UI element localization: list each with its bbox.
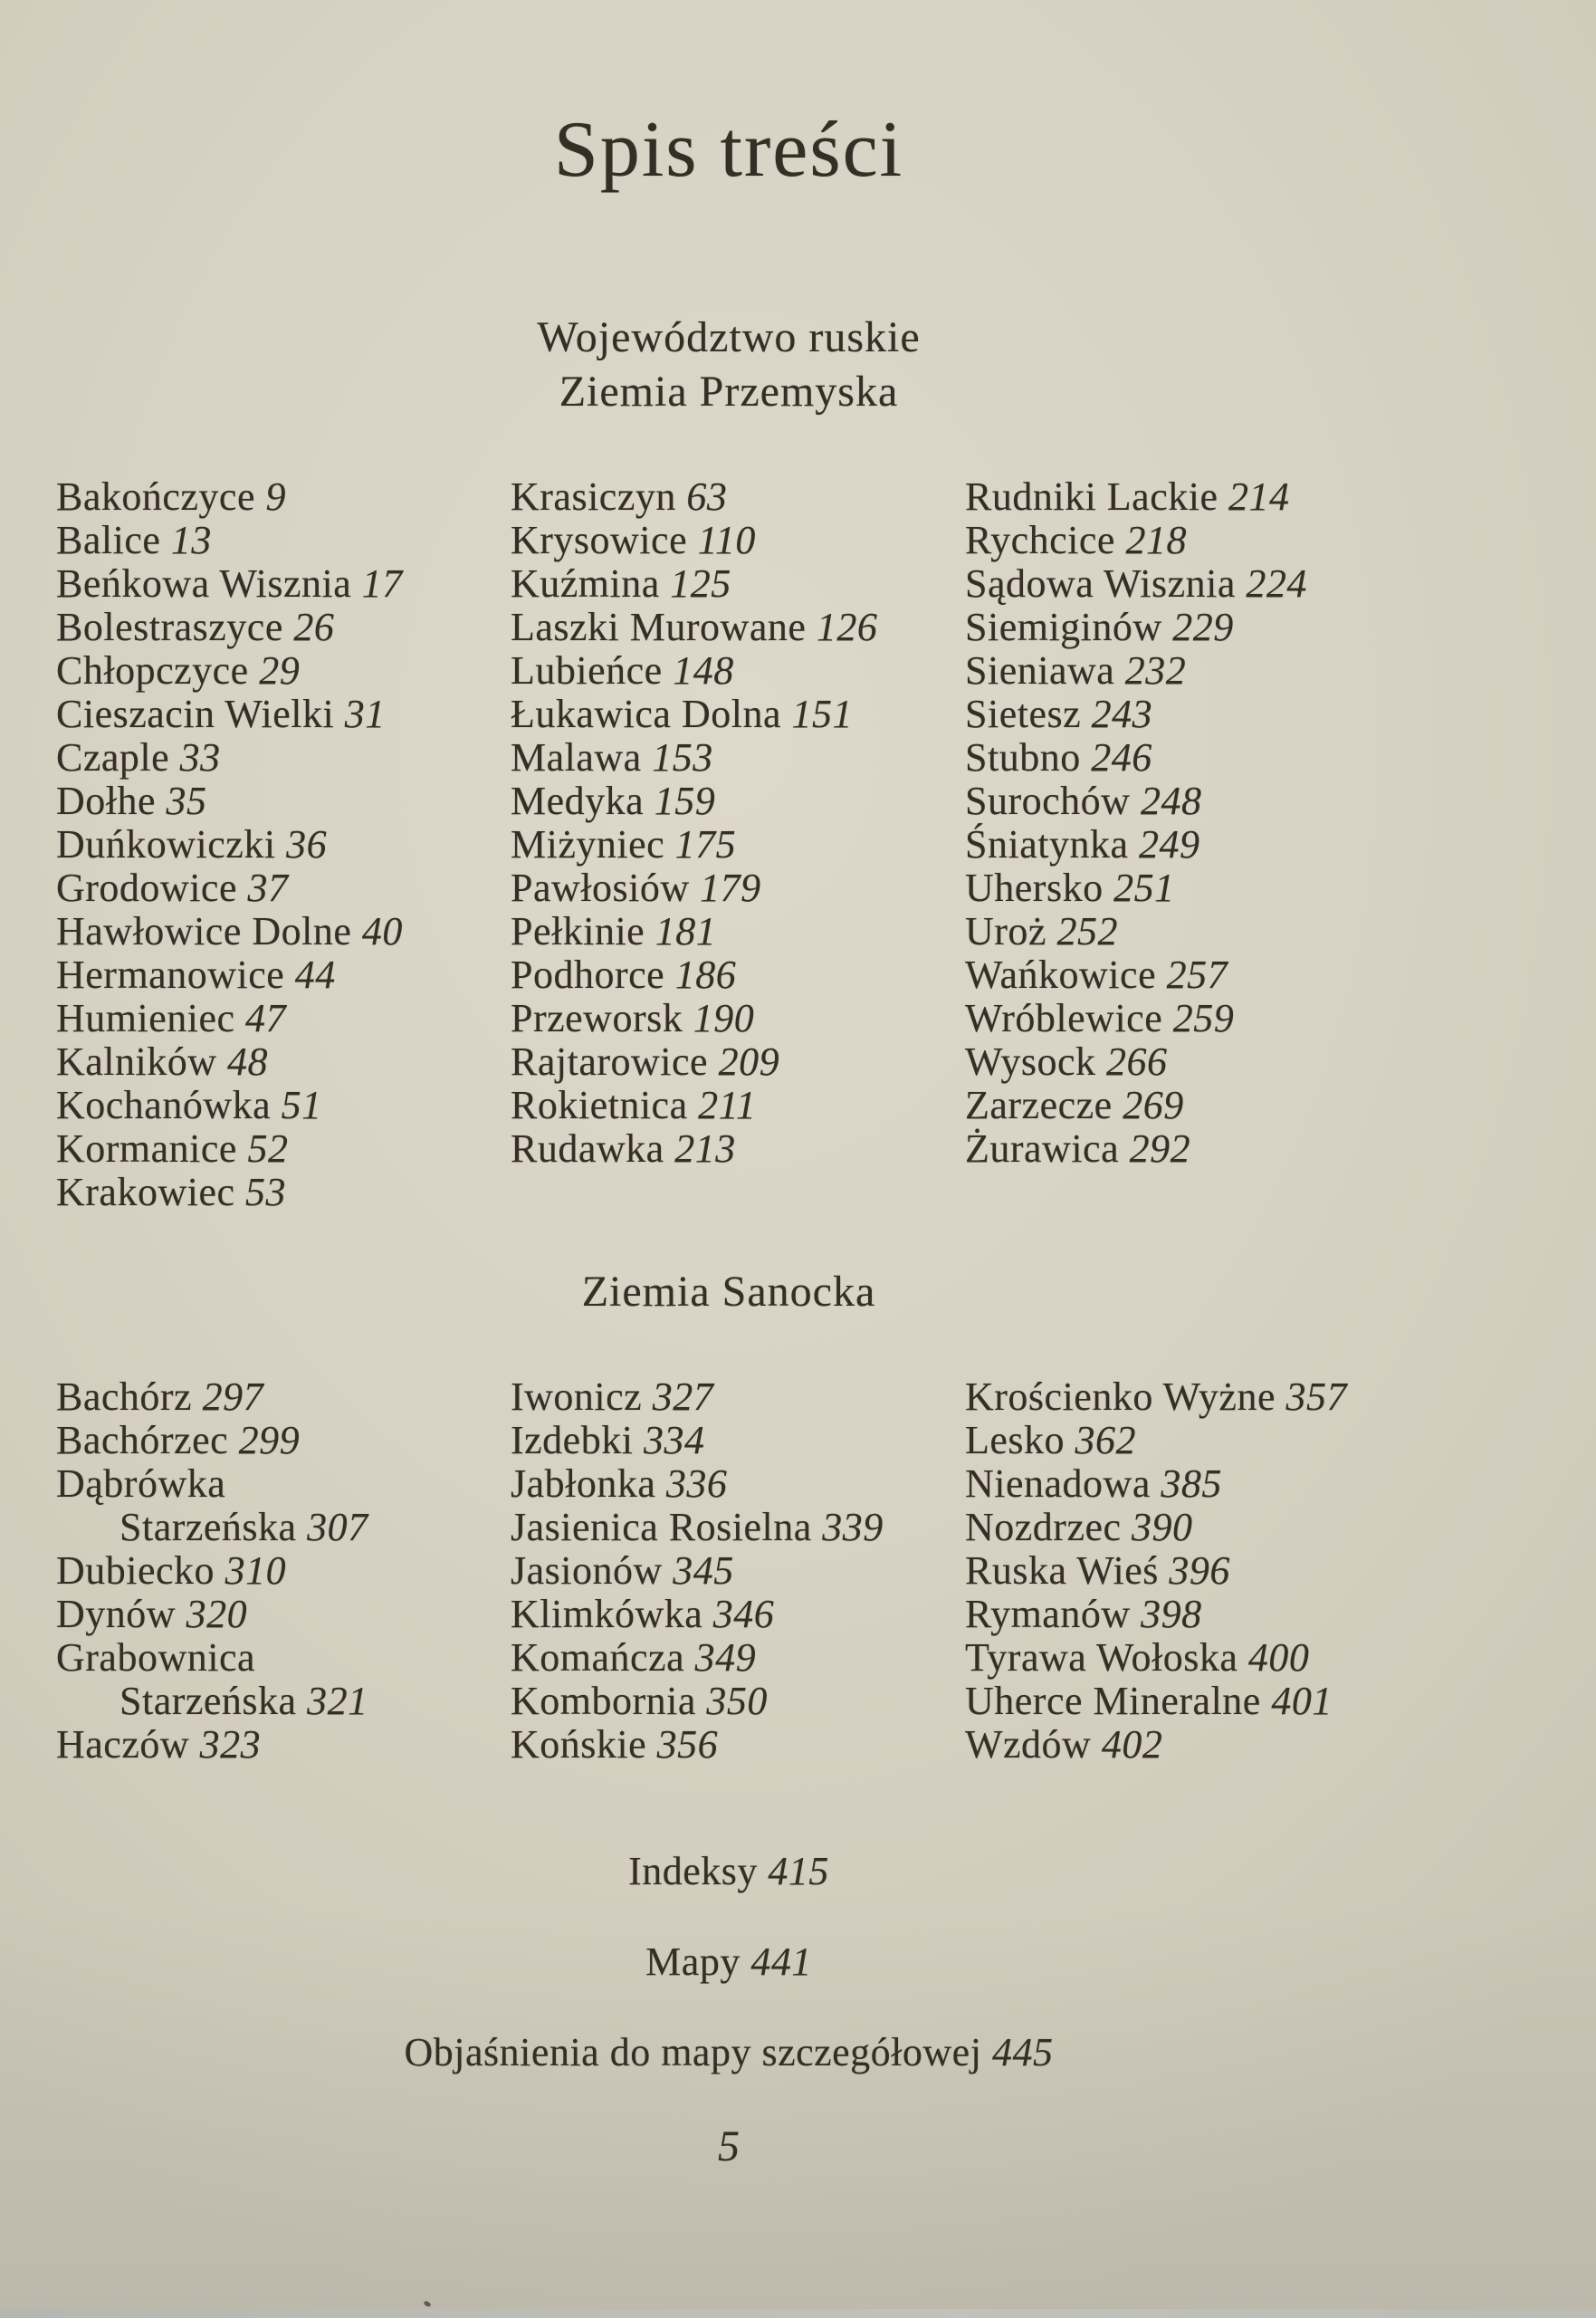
toc-entry bbox=[965, 475, 1553, 519]
toc-entry bbox=[511, 1040, 965, 1084]
section-heading-wojewodztwo-ruskie bbox=[0, 311, 1457, 419]
entry-name: Nozdrzec bbox=[965, 1504, 1122, 1549]
entry-page-number: 445 bbox=[991, 2029, 1054, 2074]
toc-entry bbox=[0, 1940, 1457, 1984]
entry-page-number: 248 bbox=[1140, 778, 1202, 823]
entry-page-number: 334 bbox=[643, 1417, 705, 1462]
entry-page-number: 209 bbox=[718, 1039, 780, 1084]
toc-entry bbox=[56, 1171, 511, 1214]
entry-name: Stubno bbox=[965, 734, 1081, 780]
toc-entry bbox=[511, 1462, 965, 1506]
entry-page-number: 17 bbox=[361, 560, 403, 606]
toc-entry bbox=[965, 1375, 1553, 1419]
entry-page-number: 37 bbox=[247, 865, 289, 910]
toc-entry bbox=[56, 1462, 511, 1506]
entry-name: Iwonicz bbox=[511, 1374, 643, 1419]
entry-name: Czaple bbox=[56, 734, 170, 780]
toc-entry bbox=[56, 693, 511, 736]
toc-entry bbox=[56, 519, 511, 562]
entry-name: Pełkinie bbox=[511, 908, 645, 953]
entry-page-number: 396 bbox=[1169, 1547, 1230, 1593]
toc-entry bbox=[965, 997, 1553, 1040]
entry-page-number: 48 bbox=[227, 1039, 269, 1084]
entry-name: Miżyniec bbox=[511, 821, 665, 867]
toc-entry bbox=[965, 1680, 1553, 1723]
toc-column bbox=[56, 1375, 511, 1767]
toc-entry bbox=[56, 475, 511, 519]
toc-entry bbox=[56, 1549, 511, 1593]
entry-name: Jasienica Rosielna bbox=[511, 1504, 812, 1549]
entry-name: Kochanówka bbox=[56, 1082, 272, 1127]
entry-page-number: 336 bbox=[665, 1461, 728, 1506]
entry-name: Rokietnica bbox=[511, 1082, 688, 1127]
entry-name: Beńkowa Wisznia bbox=[56, 560, 352, 606]
entry-page-number: 153 bbox=[652, 734, 713, 780]
entry-page-number: 26 bbox=[293, 604, 335, 649]
entry-name: Tyrawa Wołoska bbox=[965, 1634, 1238, 1680]
entry-page-number: 357 bbox=[1285, 1374, 1347, 1419]
entry-page-number: 232 bbox=[1124, 647, 1187, 693]
entry-page-number: 356 bbox=[656, 1721, 719, 1767]
entry-page-number: 47 bbox=[245, 995, 287, 1040]
entry-page-number: 126 bbox=[816, 604, 878, 649]
entry-page-number: 292 bbox=[1129, 1125, 1191, 1171]
entry-page-number: 125 bbox=[670, 560, 731, 606]
entry-page-number: 9 bbox=[265, 474, 286, 519]
toc-entry bbox=[965, 562, 1553, 606]
entry-page-number: 257 bbox=[1166, 952, 1228, 997]
entry-name: Bakończyce bbox=[56, 474, 255, 519]
section-heading-line: Ziemia Przemyska bbox=[559, 367, 899, 416]
photo-bottom-edge bbox=[0, 2309, 1596, 2318]
toc-entry bbox=[511, 1419, 965, 1462]
entry-page-number: 224 bbox=[1246, 560, 1307, 606]
entry-name: Grodowice bbox=[56, 865, 237, 910]
entry-page-number: 159 bbox=[654, 778, 716, 823]
toc-entry bbox=[965, 953, 1553, 997]
toc-entry bbox=[56, 910, 511, 953]
entry-name: Uroż bbox=[965, 908, 1046, 953]
entry-page-number: 269 bbox=[1123, 1082, 1184, 1127]
entry-name: Objaśnienia do mapy szczegółowej bbox=[404, 2029, 982, 2074]
toc-entry bbox=[56, 1723, 511, 1767]
toc-entry bbox=[511, 1593, 965, 1636]
entry-name: Żurawica bbox=[965, 1125, 1120, 1171]
entry-name: Wzdów bbox=[965, 1721, 1092, 1767]
entry-page-number: 52 bbox=[247, 1125, 289, 1171]
entry-name: Bolestraszyce bbox=[56, 604, 283, 649]
entry-name: Lubieńce bbox=[511, 647, 663, 693]
toc-entry bbox=[965, 649, 1553, 693]
entry-name: Podhorce bbox=[511, 952, 665, 997]
toc-entry bbox=[56, 823, 511, 867]
entry-page-number: 327 bbox=[652, 1374, 714, 1419]
toc-entry bbox=[56, 1593, 511, 1636]
entry-name: Dąbrówka bbox=[56, 1461, 226, 1506]
toc-entry bbox=[56, 606, 511, 649]
toc-entry bbox=[511, 606, 965, 649]
entry-name: Medyka bbox=[511, 778, 645, 823]
entry-page-number: 40 bbox=[361, 908, 403, 953]
toc-entry bbox=[511, 649, 965, 693]
toc-entry bbox=[511, 780, 965, 823]
entry-name: Bachórz bbox=[56, 1374, 193, 1419]
entry-name: Łukawica Dolna bbox=[511, 691, 781, 736]
toc-entry bbox=[965, 1593, 1553, 1636]
entry-page-number: 211 bbox=[698, 1082, 757, 1127]
entry-page-number: 175 bbox=[674, 821, 737, 867]
toc-entry bbox=[511, 1723, 965, 1767]
entry-page-number: 181 bbox=[655, 908, 717, 953]
entry-page-number: 390 bbox=[1132, 1504, 1193, 1549]
entry-page-number: 252 bbox=[1056, 908, 1118, 953]
toc-entry bbox=[965, 1723, 1553, 1767]
paper-speck bbox=[423, 2300, 431, 2308]
entry-page-number: 213 bbox=[674, 1125, 736, 1171]
toc-entry bbox=[965, 1084, 1553, 1127]
toc-column bbox=[965, 475, 1553, 1214]
entry-name: Laszki Murowane bbox=[511, 604, 807, 649]
entry-page-number: 345 bbox=[673, 1547, 734, 1593]
toc-entry bbox=[965, 1636, 1553, 1680]
toc-entry bbox=[965, 693, 1553, 736]
entry-page-number: 249 bbox=[1138, 821, 1200, 867]
entry-name: Uhersko bbox=[965, 865, 1104, 910]
entry-name: Rymanów bbox=[965, 1591, 1131, 1636]
entry-page-number: 415 bbox=[768, 1848, 829, 1893]
entry-name: Dynów bbox=[56, 1591, 177, 1636]
toc-entry bbox=[56, 1084, 511, 1127]
entry-name: Kombornia bbox=[511, 1678, 696, 1723]
entry-page-number: 362 bbox=[1075, 1417, 1137, 1462]
toc-entry bbox=[511, 1375, 965, 1419]
entry-page-number: 251 bbox=[1113, 865, 1175, 910]
entry-page-number: 299 bbox=[238, 1417, 301, 1462]
toc-entry bbox=[56, 736, 511, 780]
entry-page-number: 349 bbox=[694, 1634, 757, 1680]
toc-entry bbox=[965, 1462, 1553, 1506]
toc-entry bbox=[511, 693, 965, 736]
entry-page-number: 35 bbox=[166, 778, 207, 823]
entry-page-number: 36 bbox=[286, 821, 328, 867]
entry-page-number: 29 bbox=[259, 647, 301, 693]
section-heading-line: Ziemia Sanocka bbox=[581, 1267, 876, 1316]
toc-entry bbox=[56, 867, 511, 910]
entry-name: Kalników bbox=[56, 1039, 217, 1084]
entry-page-number: 401 bbox=[1271, 1678, 1333, 1723]
entry-name: Balice bbox=[56, 517, 161, 562]
toc-entry bbox=[965, 867, 1553, 910]
entry-page-number: 33 bbox=[179, 734, 221, 780]
entry-page-number: 398 bbox=[1141, 1591, 1202, 1636]
toc-entry bbox=[56, 1506, 511, 1549]
entry-name: Kormanice bbox=[56, 1125, 237, 1171]
toc-columns-sanocka bbox=[0, 1375, 1596, 1767]
toc-entry bbox=[56, 562, 511, 606]
entry-name: Zarzecze bbox=[965, 1082, 1113, 1127]
entry-name: Klimkówka bbox=[511, 1591, 703, 1636]
toc-entry bbox=[965, 519, 1553, 562]
page-title: Spis treści bbox=[553, 106, 904, 194]
entry-name: Dubiecko bbox=[56, 1547, 215, 1593]
entry-name: Chłopczyce bbox=[56, 647, 249, 693]
entry-name: Śniatynka bbox=[965, 821, 1129, 867]
toc-entry bbox=[511, 867, 965, 910]
entry-name: Krościenko Wyżne bbox=[965, 1374, 1276, 1419]
toc-entry bbox=[511, 1636, 965, 1680]
section-heading-ziemia-sanocka bbox=[0, 1265, 1457, 1319]
toc-entry bbox=[56, 1127, 511, 1171]
toc-entry bbox=[965, 1506, 1553, 1549]
toc-column bbox=[511, 475, 965, 1214]
entry-page-number: 51 bbox=[281, 1082, 322, 1127]
toc-entry bbox=[965, 1040, 1553, 1084]
entry-name: Ruska Wieś bbox=[965, 1547, 1159, 1593]
toc-entry bbox=[0, 1850, 1457, 1893]
entry-page-number: 266 bbox=[1106, 1039, 1168, 1084]
toc-entry bbox=[511, 1127, 965, 1171]
toc-column bbox=[965, 1375, 1553, 1767]
entry-name: Krysowice bbox=[511, 517, 688, 562]
entry-name: Krakowiec bbox=[56, 1169, 235, 1214]
toc-entry bbox=[965, 1127, 1553, 1171]
entry-name: Sądowa Wisznia bbox=[965, 560, 1236, 606]
entry-name: Bachórzec bbox=[56, 1417, 229, 1462]
toc-entry bbox=[965, 736, 1553, 780]
toc-entry bbox=[965, 606, 1553, 649]
toc-entry bbox=[0, 2031, 1457, 2074]
entry-name: Siemiginów bbox=[965, 604, 1162, 649]
toc-entry bbox=[511, 1549, 965, 1593]
entry-page-number: 179 bbox=[700, 865, 761, 910]
entry-page-number: 346 bbox=[712, 1591, 775, 1636]
entry-page-number: 310 bbox=[225, 1547, 287, 1593]
toc-entry bbox=[511, 519, 965, 562]
entry-name: Hermanowice bbox=[56, 952, 285, 997]
entry-name: Hawłowice Dolne bbox=[56, 908, 352, 953]
toc-entry bbox=[56, 953, 511, 997]
toc-entry bbox=[965, 780, 1553, 823]
entry-page-number: 63 bbox=[686, 474, 728, 519]
entry-page-number: 190 bbox=[693, 995, 755, 1040]
entry-name: Krasiczyn bbox=[511, 474, 676, 519]
entry-page-number: 321 bbox=[307, 1678, 368, 1723]
entry-page-number: 400 bbox=[1247, 1634, 1310, 1680]
entry-name: Przeworsk bbox=[511, 995, 683, 1040]
entry-name: Wańkowice bbox=[965, 952, 1157, 997]
toc-entry bbox=[511, 1506, 965, 1549]
entry-name: Cieszacin Wielki bbox=[56, 691, 335, 736]
toc-entry bbox=[965, 823, 1553, 867]
entry-name: Duńkowiczki bbox=[56, 821, 276, 867]
toc-entry bbox=[511, 562, 965, 606]
toc-entry bbox=[56, 1636, 511, 1680]
toc-entry bbox=[511, 953, 965, 997]
entry-page-number: 441 bbox=[750, 1939, 812, 1984]
entry-name: Starzeńska bbox=[119, 1678, 297, 1723]
section-heading-line: Województwo ruskie bbox=[537, 312, 921, 361]
entry-name: Wysock bbox=[965, 1039, 1096, 1084]
toc-entry bbox=[965, 1419, 1553, 1462]
entry-page-number: 53 bbox=[245, 1169, 287, 1214]
entry-name: Komańcza bbox=[511, 1634, 685, 1680]
entry-name: Sieniawa bbox=[965, 647, 1115, 693]
toc-entry bbox=[965, 910, 1553, 953]
entry-name: Uherce Mineralne bbox=[965, 1678, 1261, 1723]
entry-name: Wróblewice bbox=[965, 995, 1163, 1040]
toc-entry bbox=[56, 1419, 511, 1462]
toc-entry bbox=[56, 780, 511, 823]
entry-name: Indeksy bbox=[628, 1848, 758, 1893]
entry-name: Rudawka bbox=[511, 1125, 664, 1171]
toc-entry bbox=[56, 997, 511, 1040]
entry-page-number: 229 bbox=[1172, 604, 1234, 649]
entry-page-number: 214 bbox=[1228, 474, 1290, 519]
entry-name: Rudniki Lackie bbox=[965, 474, 1219, 519]
toc-entry bbox=[511, 475, 965, 519]
toc-entry bbox=[511, 997, 965, 1040]
entry-name: Grabownica bbox=[56, 1634, 256, 1680]
toc-entry bbox=[56, 1040, 511, 1084]
entry-name: Dołhe bbox=[56, 778, 157, 823]
entry-name: Pawłosiów bbox=[511, 865, 690, 910]
entry-name: Kuźmina bbox=[511, 560, 660, 606]
toc-entry bbox=[511, 736, 965, 780]
toc-column bbox=[511, 1375, 965, 1767]
entry-page-number: 243 bbox=[1091, 691, 1153, 736]
toc-columns-przemyska bbox=[0, 475, 1596, 1214]
toc-entry bbox=[511, 910, 965, 953]
entry-page-number: 151 bbox=[791, 691, 853, 736]
entry-name: Starzeńska bbox=[119, 1504, 297, 1549]
entry-page-number: 339 bbox=[822, 1504, 884, 1549]
entry-page-number: 323 bbox=[199, 1721, 262, 1767]
entry-page-number: 148 bbox=[673, 647, 734, 693]
toc-entry bbox=[56, 1375, 511, 1419]
toc-entry bbox=[56, 649, 511, 693]
entry-page-number: 385 bbox=[1161, 1461, 1222, 1506]
toc-entry bbox=[511, 823, 965, 867]
entry-name: Rajtarowice bbox=[511, 1039, 709, 1084]
entry-name: Surochów bbox=[965, 778, 1131, 823]
entry-name: Malawa bbox=[511, 734, 642, 780]
entry-name: Nienadowa bbox=[965, 1461, 1151, 1506]
toc-entry bbox=[511, 1084, 965, 1127]
entry-page-number: 350 bbox=[706, 1678, 768, 1723]
toc-entry bbox=[511, 1680, 965, 1723]
entry-page-number: 402 bbox=[1101, 1721, 1163, 1767]
entry-page-number: 186 bbox=[674, 952, 737, 997]
entry-page-number: 246 bbox=[1091, 734, 1152, 780]
entry-name: Jabłonka bbox=[511, 1461, 656, 1506]
toc-column bbox=[56, 475, 511, 1214]
toc-entry bbox=[965, 1549, 1553, 1593]
entry-name: Izdebki bbox=[511, 1417, 634, 1462]
entry-name: Jasionów bbox=[511, 1547, 663, 1593]
toc-footer-entries bbox=[0, 1850, 1457, 2074]
entry-name: Lesko bbox=[965, 1417, 1066, 1462]
entry-page-number: 44 bbox=[294, 952, 336, 997]
entry-name: Humieniec bbox=[56, 995, 235, 1040]
entry-name: Końskie bbox=[511, 1721, 647, 1767]
entry-page-number: 31 bbox=[344, 691, 386, 736]
entry-page-number: 297 bbox=[202, 1374, 264, 1419]
page-number: 5 bbox=[718, 2122, 740, 2170]
entry-page-number: 320 bbox=[186, 1591, 248, 1636]
entry-page-number: 218 bbox=[1125, 517, 1187, 562]
entry-name: Rychcice bbox=[965, 517, 1115, 562]
entry-page-number: 259 bbox=[1172, 995, 1235, 1040]
entry-name: Sietesz bbox=[965, 691, 1082, 736]
entry-page-number: 13 bbox=[170, 517, 212, 562]
toc-entry bbox=[56, 1680, 511, 1723]
entry-page-number: 110 bbox=[697, 517, 756, 562]
entry-name: Mapy bbox=[645, 1939, 741, 1984]
entry-page-number: 307 bbox=[307, 1504, 368, 1549]
entry-name: Haczów bbox=[56, 1721, 190, 1767]
